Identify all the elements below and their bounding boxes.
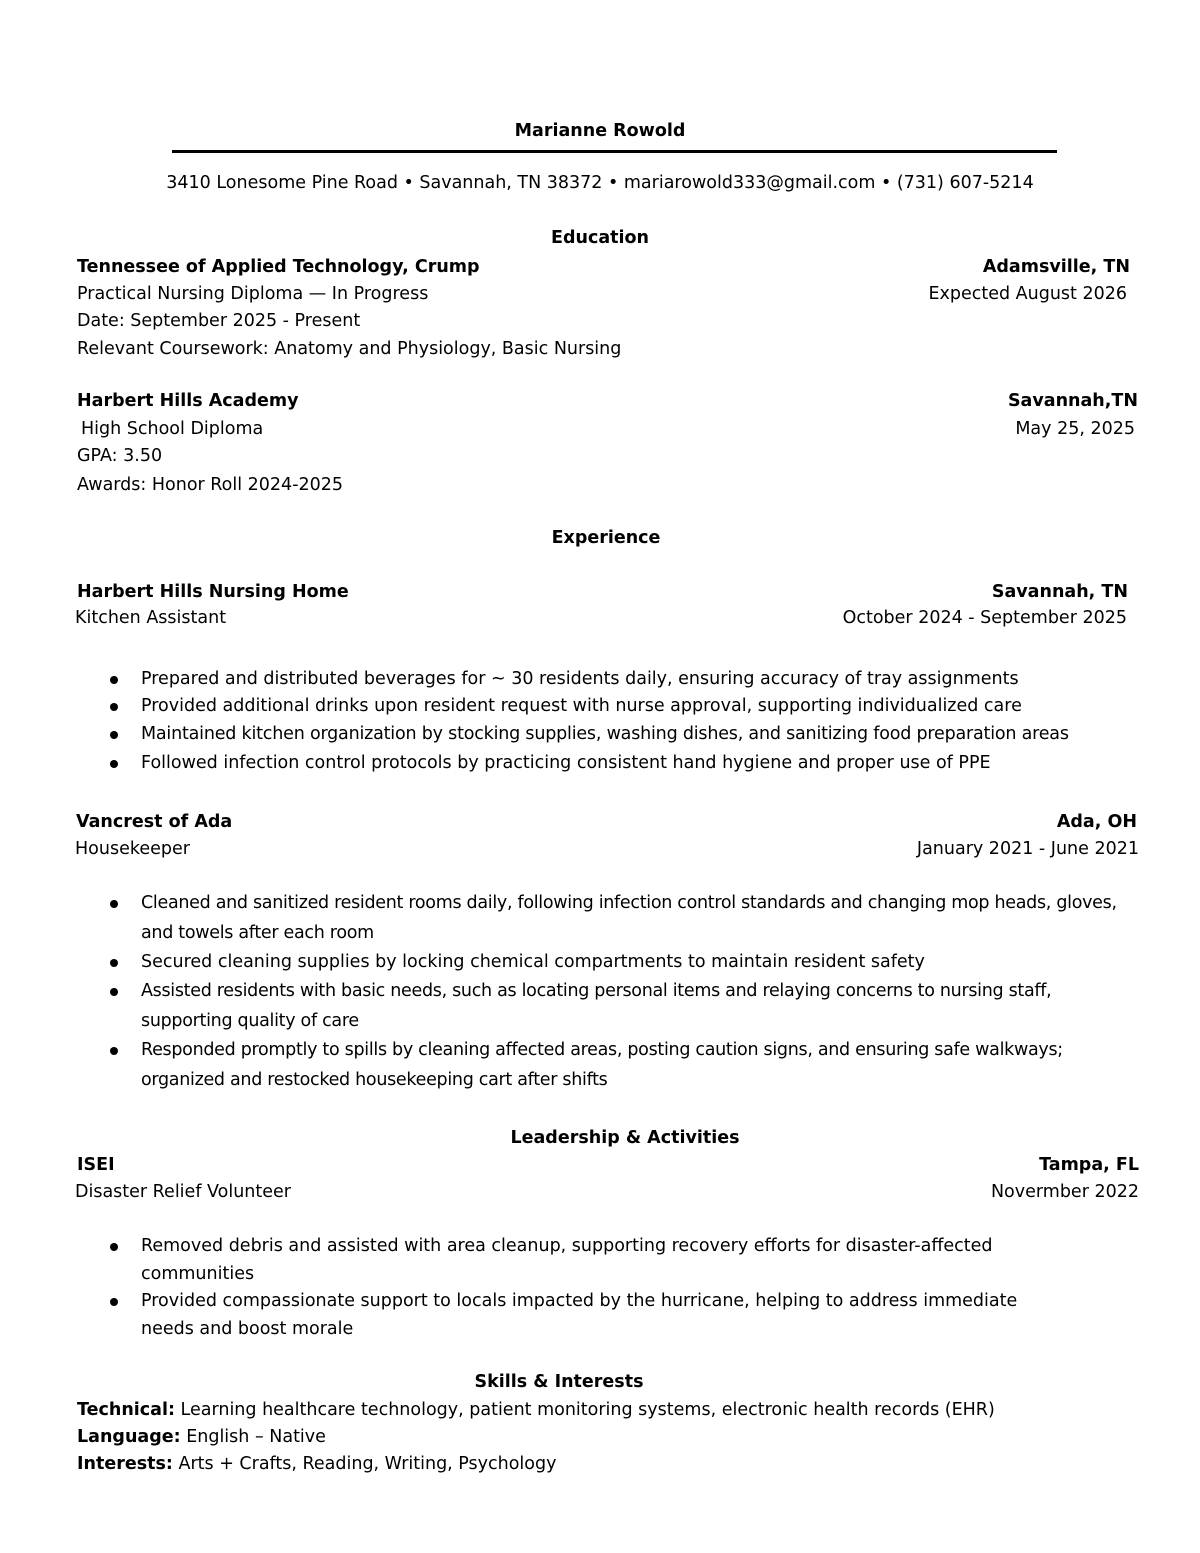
job-dates: January 2021 - June 2021 <box>916 839 1139 859</box>
bullet-icon <box>110 731 118 739</box>
list-item: Assisted residents with basic needs, such as locating personal items and relaying concerns to nursing staff, supporting quality of care <box>141 981 1052 1031</box>
school-location: Adamsville, TN <box>982 257 1130 277</box>
skill-value: English – Native <box>186 1427 326 1447</box>
job-location: Ada, OH <box>1056 812 1137 832</box>
skills-heading: Skills & Interests <box>474 1372 644 1392</box>
bullet-icon <box>110 988 118 996</box>
list-item: Secured cleaning supplies by locking chemical compartments to maintain resident safety <box>141 952 925 972</box>
contact-line: 3410 Lonesome Pine Road • Savannah, TN 38372 • mariarowold333@gmail.com • (731) 607-5214 <box>166 173 1034 193</box>
activity-location: Tampa, FL <box>1039 1155 1139 1175</box>
bullet-icon <box>110 1298 118 1306</box>
job-org: Vancrest of Ada <box>76 812 233 832</box>
skill-value: Arts + Crafts, Reading, Writing, Psychology <box>178 1454 557 1474</box>
skill-label: Technical: <box>77 1400 175 1420</box>
header-divider <box>172 150 1057 153</box>
job-location: Savannah, TN <box>991 582 1128 602</box>
school-credential: High School Diploma <box>81 419 264 439</box>
job-org: Harbert Hills Nursing Home <box>77 582 349 602</box>
bullet-icon <box>110 703 118 711</box>
bullet-icon <box>110 1047 118 1055</box>
leadership-heading: Leadership & Activities <box>510 1128 740 1148</box>
school-name: Harbert Hills Academy <box>77 391 299 411</box>
job-dates: October 2024 - September 2025 <box>842 608 1127 628</box>
school-date: May 25, 2025 <box>1015 419 1135 439</box>
skill-label: Language: <box>77 1427 181 1447</box>
skill-row <box>77 1429 326 1447</box>
experience-heading: Experience <box>551 528 661 548</box>
school-credential: Practical Nursing Diploma — In Progress <box>77 284 429 304</box>
school-detail: Date: September 2025 - Present <box>77 311 361 331</box>
school-detail: Relevant Coursework: Anatomy and Physiology, Basic Nursing <box>77 339 622 359</box>
job-title: Kitchen Assistant <box>75 608 227 628</box>
job-title: Housekeeper <box>75 839 190 859</box>
bullet-icon <box>110 1243 118 1251</box>
bullet-icon <box>110 959 118 967</box>
school-name: Tennessee of Applied Technology, Crump <box>77 257 480 277</box>
skill-value: Learning healthcare technology, patient monitoring systems, electronic health records (EHR) <box>180 1400 995 1420</box>
skill-label: Interests: <box>77 1454 173 1474</box>
bullet-icon <box>110 900 118 908</box>
list-item: Removed debris and assisted with area cleanup, supporting recovery efforts for disaster-affected communities <box>141 1236 993 1284</box>
skill-row <box>77 1456 556 1474</box>
bullet-icon <box>110 760 118 768</box>
school-date: Expected August 2026 <box>928 284 1127 304</box>
activity-title: Disaster Relief Volunteer <box>75 1182 291 1202</box>
education-heading: Education <box>551 228 649 248</box>
school-location: Savannah,TN <box>1007 391 1138 411</box>
list-item: Provided compassionate support to locals impacted by the hurricane, helping to address immediate needs and boost morale <box>141 1291 1018 1339</box>
list-item: Prepared and distributed beverages for ~ 30 residents daily, ensuring accuracy of tray assignments <box>141 669 1019 689</box>
list-item: Followed infection control protocols by practicing consistent hand hygiene and proper use of PPE <box>141 753 991 773</box>
list-item: Provided additional drinks upon resident request with nurse approval, supporting individualized care <box>141 696 1022 716</box>
school-detail: Awards: Honor Roll 2024-2025 <box>77 475 344 495</box>
activity-dates: Novermber 2022 <box>990 1182 1139 1202</box>
bullet-icon <box>110 676 118 684</box>
activity-org: ISEI <box>77 1155 115 1175</box>
list-item: Responded promptly to spills by cleaning affected areas, posting caution signs, and ensuring safe walkways; organized and restocked housekeeping cart after shifts <box>141 1040 1063 1090</box>
list-item: Cleaned and sanitized resident rooms daily, following infection control standards and changing mop heads, gloves, and towels after each room <box>141 893 1117 943</box>
skill-row <box>77 1402 995 1420</box>
list-item: Maintained kitchen organization by stocking supplies, washing dishes, and sanitizing food preparation areas <box>141 724 1069 744</box>
resume-name: Marianne Rowold <box>514 121 686 141</box>
school-detail: GPA: 3.50 <box>77 446 163 466</box>
